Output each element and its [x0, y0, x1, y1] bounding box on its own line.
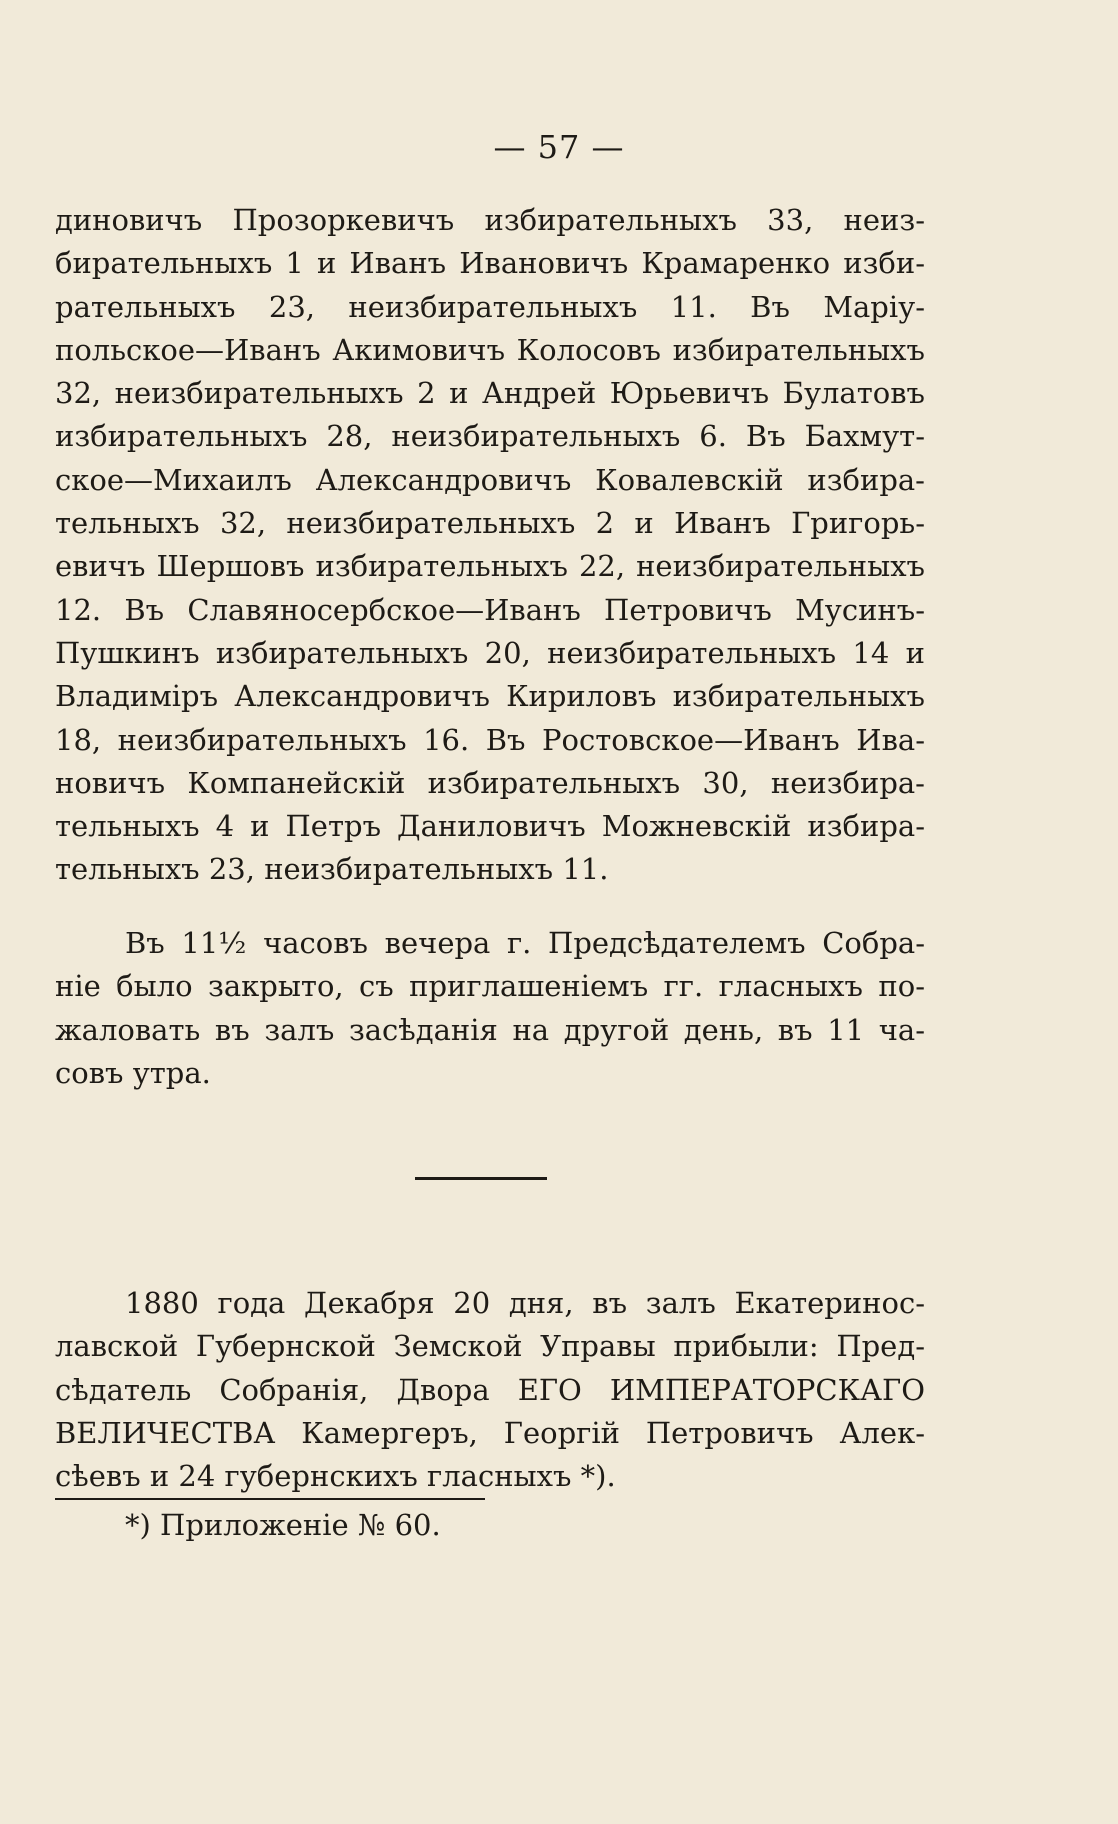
text-line: жаловать въ залъ засѣданія на другой день, въ 11 ча-: [55, 1012, 925, 1047]
paragraph-session-closed: [55, 922, 925, 1095]
text-line: рательныхъ 23, неизбирательныхъ 11. Въ Маріу-: [55, 289, 925, 324]
text-line: Въ 11½ часовъ вечера г. Предсѣдателемъ Собра-: [125, 926, 925, 960]
text-line: тельныхъ 32, неизбирательныхъ 2 и Иванъ Григорь-: [55, 506, 925, 541]
text-line: Владиміръ Александровичъ Кириловъ избирательныхъ: [55, 679, 925, 714]
section-divider: [415, 1177, 547, 1180]
text-line: избирательныхъ 28, неизбирательныхъ 6. Въ Бахмут-: [55, 419, 925, 454]
text-line: тельныхъ 4 и Петръ Даниловичъ Можневскій избира-: [55, 809, 925, 844]
text-line: бирательныхъ 1 и Иванъ Ивановичъ Крамаренко изби-: [55, 246, 925, 281]
text-line: Пушкинъ избирательныхъ 20, неизбирательныхъ 14 и: [55, 635, 925, 670]
footnote-rule: [55, 1498, 485, 1500]
text-line: евичъ Шершовъ избирательныхъ 22, неизбирательныхъ: [55, 549, 925, 584]
text-line: совъ утра.: [55, 1055, 211, 1090]
text-line: ВЕЛИЧЕСТВА Камергеръ, Георгій Петровичъ Алек-: [55, 1415, 925, 1450]
text-line: 32, неизбирательныхъ 2 и Андрей Юрьевичъ Булатовъ: [55, 376, 925, 411]
text-line: сѣевъ и 24 губернскихъ гласныхъ *).: [55, 1459, 616, 1494]
text-line: 12. Въ Славяносербское—Иванъ Петровичъ Мусинъ-: [55, 592, 925, 627]
text-line: сѣдатель Собранія, Двора ЕГО ИМПЕРАТОРСКАГО: [55, 1372, 925, 1407]
text-line: диновичъ Прозоркевичъ избирательныхъ 33, неиз-: [55, 203, 925, 237]
text-line: тельныхъ 23, неизбирательныхъ 11.: [55, 852, 609, 887]
text-line: ское—Михаилъ Александровичъ Ковалевскій избира-: [55, 462, 925, 497]
footnote: *) Приложеніе № 60.: [125, 1508, 441, 1542]
paragraph-new-session: [55, 1282, 925, 1498]
text-line: 1880 года Декабря 20 дня, въ залъ Екатеринос-: [125, 1286, 925, 1320]
text-line: лавской Губернской Земской Управы прибыли: Пред-: [55, 1329, 925, 1364]
paragraph-election-results: [55, 199, 925, 892]
text-line: польское—Иванъ Акимовичъ Колосовъ избирательныхъ: [55, 332, 925, 367]
text-line: новичъ Компанейскій избирательныхъ 30, неизбира-: [55, 765, 925, 800]
page-number: — 57 —: [493, 128, 625, 166]
text-line: ніе было закрыто, съ приглашеніемъ гг. гласныхъ по-: [55, 969, 925, 1004]
text-line: 18, неизбирательныхъ 16. Въ Ростовское—Иванъ Ива-: [55, 722, 925, 757]
